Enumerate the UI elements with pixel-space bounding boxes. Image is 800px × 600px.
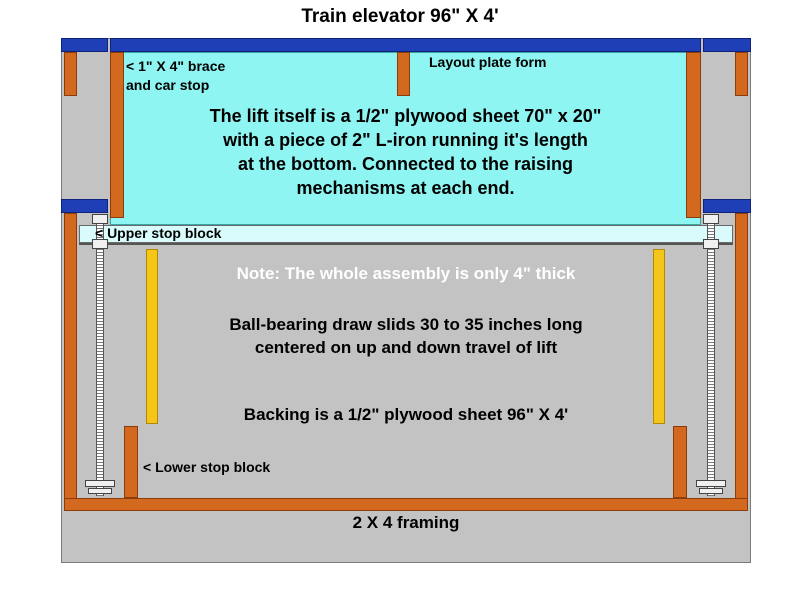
lift-description: The lift itself is a 1/2" plywood sheet 70" x 20" with a piece of 2" L-iron running it's length at the bottom. Connected to the raising mechanisms at each end. bbox=[209, 106, 602, 198]
rod-nut-right-top bbox=[703, 214, 719, 224]
diagram-title: Train elevator 96" X 4' bbox=[301, 6, 499, 27]
brace-left bbox=[64, 52, 77, 96]
rod-foot-left bbox=[85, 480, 115, 487]
slides-label: Ball-bearing draw slids 30 to 35 inches long centered on up and down travel of lift bbox=[229, 315, 583, 357]
top-frame-right bbox=[703, 38, 751, 52]
lower-stop-block-right bbox=[673, 426, 687, 498]
lower-stop-label: < Lower stop block bbox=[143, 459, 271, 475]
upper-stop-label: < Upper stop block bbox=[95, 225, 222, 241]
bottom-framing bbox=[64, 498, 748, 511]
thickness-note: Note: The whole assembly is only 4" thick bbox=[236, 264, 576, 283]
l-iron-line bbox=[79, 243, 733, 245]
layout-plate-label: Layout plate form bbox=[429, 54, 547, 70]
rod-nut-right-mid bbox=[703, 239, 719, 249]
rod-foot-right-2 bbox=[699, 488, 723, 494]
lower-stop-block-left bbox=[124, 426, 138, 498]
brace-center bbox=[397, 52, 410, 96]
rod-foot-right bbox=[696, 480, 726, 487]
framing-label: 2 X 4 framing bbox=[352, 513, 460, 532]
mid-frame-right bbox=[703, 199, 751, 213]
brace-label: < 1" X 4" brace and car stop bbox=[126, 58, 226, 93]
top-frame-left bbox=[61, 38, 108, 52]
backing-label: Backing is a 1/2" plywood sheet 96" X 4' bbox=[243, 405, 569, 424]
rod-foot-left-2 bbox=[88, 488, 112, 494]
top-frame-center bbox=[110, 38, 701, 52]
rod-nut-left-top bbox=[92, 214, 108, 224]
brace-right bbox=[735, 52, 748, 96]
mid-frame-left bbox=[61, 199, 108, 213]
